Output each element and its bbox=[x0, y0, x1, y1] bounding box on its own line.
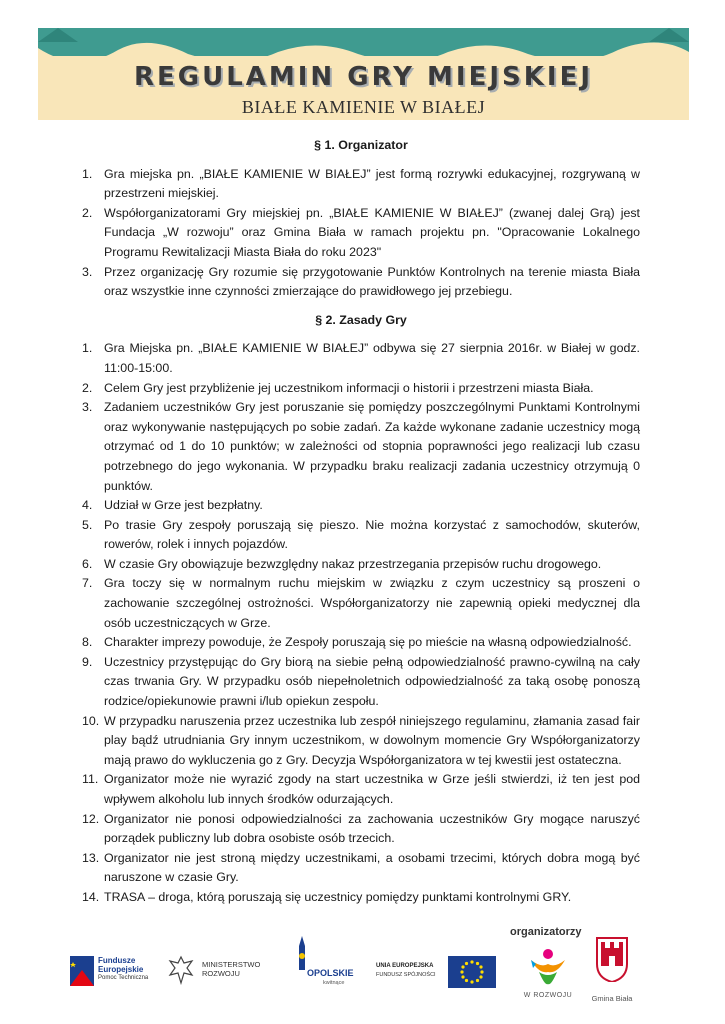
list-item bbox=[82, 516, 640, 555]
header-banner bbox=[38, 28, 689, 120]
fe-line-2: Europejskie bbox=[98, 965, 144, 974]
item-number: 3. bbox=[82, 264, 93, 279]
section-2-list bbox=[82, 339, 640, 907]
list-item bbox=[82, 653, 640, 712]
item-text: Organizator nie ponosi odpowiedzialności za zachowania uczestników Gry mogące naruszyć porządek publiczny lub dobra osobiste osób trzecich. bbox=[104, 811, 640, 846]
item-text: W czasie Gry obowiązuje bezwzględny nakaz przestrzegania przepisów ruchu drogowego. bbox=[104, 556, 602, 571]
eu-line-1: UNIA EUROPEJSKA bbox=[376, 963, 434, 969]
section-2-heading: § 2. Zasady Gry bbox=[315, 312, 407, 327]
fe-flag-icon bbox=[70, 956, 94, 986]
sponsor-logos-footer bbox=[0, 920, 725, 1020]
logo-gmina-biala bbox=[586, 934, 638, 1010]
organizers-label: organizatorzy bbox=[510, 926, 582, 938]
item-number: 1. bbox=[82, 166, 93, 181]
item-text: Organizator może nie wyrazić zgody na start uczestnika w Grze jeśli stwierdzi, iż ten jest pod wpływem alkoholu lub innych środków odurzających. bbox=[104, 772, 640, 806]
opolskie-tagline: kwitnące bbox=[323, 980, 345, 986]
list-item bbox=[82, 633, 640, 653]
ministry-line-1: MINISTERSTWO bbox=[202, 960, 261, 969]
item-number: 1. bbox=[82, 341, 93, 356]
item-number: 7. bbox=[82, 576, 93, 591]
item-text: Przez organizację Gry rozumie się przygotowanie Punktów Kontrolnych na terenie miasta Biała oraz wszystkie inne czynności zmierzające do prawidłowego jej przebiegu. bbox=[104, 264, 640, 299]
item-number: 10. bbox=[82, 713, 100, 728]
eu-line-2: FUNDUSZ SPÓJNOŚCI bbox=[376, 972, 436, 978]
fe-line-1: Fundusze bbox=[98, 956, 136, 965]
logo-unia-europejska bbox=[376, 956, 506, 992]
w-rozwoju-figure-icon bbox=[527, 946, 569, 986]
item-text: Gra Miejska pn. „BIAŁE KAMIENIE W BIAŁEJ” odbywa się 27 sierpnia 2016r. w Białej w godz. 11:00-15:00. bbox=[104, 341, 640, 375]
list-item bbox=[82, 888, 640, 908]
item-text: Gra miejska pn. „BIAŁE KAMIENIE W BIAŁEJ” jest formą rozrywki edukacyjnej, rozgrywaną w przestrzeni miejskiej. bbox=[104, 166, 640, 201]
list-item bbox=[82, 712, 640, 771]
banner-title: REGULAMIN GRY MIEJSKIEJ bbox=[133, 62, 594, 92]
gmina-name: Gmina Biała bbox=[591, 994, 633, 1003]
list-item bbox=[82, 339, 640, 378]
item-number: 9. bbox=[82, 654, 93, 669]
item-number: 4. bbox=[82, 498, 93, 513]
item-number: 3. bbox=[82, 400, 93, 415]
item-text: Po trasie Gry zespoły poruszają się pieszo. Nie można korzystać z samochodów, skuterów, rowerów, rolek i innych pojazdów. bbox=[104, 517, 640, 552]
item-number: 11. bbox=[82, 772, 99, 787]
list-item bbox=[82, 204, 640, 263]
item-text: Zadaniem uczestników Gry jest poruszanie się pomiędzy poszczególnymi Punktami Kontrolnymi oraz wykonywanie następujących po sobie zadań. Za każde wykonane zadanie uczestnicy mogą otrzymać od 1 do 10 punktów; w zależności od stopnia poprawności jego realizacji lub czasu potrzebnego do jego wykonania. W przypadku braku realizacji zadania uczestnicy otrzymują 0 punktów. bbox=[104, 400, 640, 493]
fe-line-3: Pomoc Techniczna bbox=[98, 975, 149, 981]
item-number: 14. bbox=[82, 889, 100, 904]
list-item bbox=[82, 398, 640, 496]
item-number: 6. bbox=[82, 556, 93, 571]
item-number: 13. bbox=[82, 850, 100, 865]
section-1-heading: § 1. Organizator bbox=[314, 138, 408, 152]
eagle-emblem-icon bbox=[168, 955, 194, 985]
list-item bbox=[82, 263, 640, 302]
list-item bbox=[82, 379, 640, 399]
item-text: Organizator nie jest stroną między uczestnikami, a osobami trzecimi, których dobra mogą być naruszone w czasie Gry. bbox=[104, 850, 640, 885]
item-text: TRASA – droga, którą poruszają się uczestnicy pomiędzy punktami kontrolnymi GRY. bbox=[104, 889, 572, 904]
item-number: 12. bbox=[82, 811, 100, 826]
list-item bbox=[82, 165, 640, 204]
opolskie-name: OPOLSKIE bbox=[307, 968, 354, 978]
item-number: 2. bbox=[82, 380, 93, 395]
item-text: Charakter imprezy powoduje, że Zespoły poruszają się po mieście na własną odpowiedzialność. bbox=[104, 635, 632, 650]
item-text: Uczestnicy przystępując do Gry biorą na siebie pełną odpowiedzialność prawno-cywilną na cały czas trwania Gry. W przypadku osób niepełnoletnich odpowiedzialność za taką osobę ponoszą rodzice/opiekunowie prawni i/lub opiekun zespołu. bbox=[104, 654, 640, 709]
logo-w-rozwoju bbox=[518, 942, 578, 1010]
list-item bbox=[82, 555, 640, 575]
list-item bbox=[82, 810, 640, 849]
item-text: Udział w Grze jest bezpłatny. bbox=[104, 498, 263, 513]
logo-opolskie bbox=[287, 936, 363, 992]
item-text: Gra toczy się w normalnym ruchu miejskim w związku z czym uczestnicy są proszeni o zachowanie szczególnej ostrożności. Współorganizatorzy nie zapewnią opieki medycznej dla osób uczestniczących w Grze. bbox=[104, 576, 640, 630]
item-number: 5. bbox=[82, 517, 93, 532]
gmina-coat-of-arms-icon bbox=[595, 934, 629, 982]
item-text: Współorganizatorami Gry miejskiej pn. „BIAŁE KAMIENIE W BIAŁEJ” (zwanej dalej Grą) jest Fundacja „W rozwoju” oraz Gmina Biała w ramach projektu pn. "Opracowanie Lokalnego Programu Rewitalizacji Miasta Biała do roku 2023" bbox=[104, 205, 640, 259]
item-text: W przypadku naruszenia przez uczestnika lub zespół niniejszego regulaminu, złamania zasad fair play bądź utrudniania Gry innym uczestnikom, w dowolnym momencie Gry Współorganizatorzy mają prawo do wykluczenia go z Gry. Decyzja Współorganizatora w tej kwestii jest ostateczna. bbox=[104, 713, 640, 767]
list-item bbox=[82, 574, 640, 633]
opolskie-tower-icon bbox=[291, 936, 313, 970]
item-text: Celem Gry jest przybliżenie jej uczestnikom informacji o historii i przestrzeni miasta Biała. bbox=[104, 380, 594, 395]
ministry-line-2: ROZWOJU bbox=[202, 969, 240, 978]
banner-subtitle: BIAŁE KAMIENIE W BIAŁEJ bbox=[241, 97, 486, 117]
regulations-body bbox=[82, 136, 640, 917]
list-item bbox=[82, 496, 640, 516]
item-number: 2. bbox=[82, 205, 93, 220]
eu-flag-icon bbox=[448, 956, 496, 988]
w-rozwoju-name: W ROZWOJU bbox=[523, 992, 573, 999]
list-item bbox=[82, 770, 640, 809]
list-item bbox=[82, 849, 640, 888]
logo-fundusze-europejskie bbox=[70, 952, 160, 992]
section-1-list bbox=[82, 165, 640, 302]
logo-ministerstwo-rozwoju bbox=[168, 952, 278, 992]
item-number: 8. bbox=[82, 635, 93, 650]
